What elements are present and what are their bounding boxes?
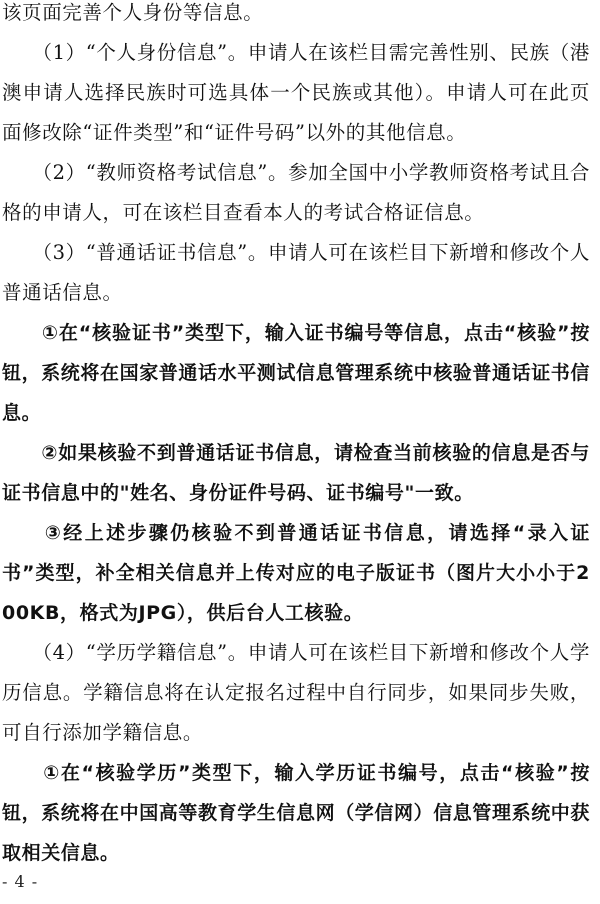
paragraph-mandarin-cert-info: （3）“普通话证书信息”。申请人可在该栏目下新增和修改个人普通话信息。 — [2, 241, 590, 304]
paragraph-personal-identity-info: （1）“个人身份信息”。申请人在该栏目需完善性别、民族（港澳申请人选择民族时可选具体一个民族或其他）。申请人可在此页面修改除“证件类型”和“证件号码”以外的其他信息。 — [2, 41, 590, 144]
paragraph-verify-cert-step-1: ①在“核验证书”类型下，输入证书编号等信息，点击“核验”按钮，系统将在国家普通话水平测试信息管理系统中核验普通话证书信息。 — [2, 322, 591, 424]
paragraph-education-info: （4）“学历学籍信息”。申请人可在该栏目下新增和修改个人学历信息。学籍信息将在认定报名过程中自行同步，如果同步失败，可自行添加学籍信息。 — [2, 641, 590, 744]
page-number: - 4 - — [2, 872, 39, 891]
paragraph-teacher-exam-info: （2）“教师资格考试信息”。参加全国中小学教师资格考试且合格的申请人，可在该栏目查看本人的考试合格证信息。 — [2, 161, 590, 224]
paragraph-intro: 该页面完善个人身份等信息。 — [2, 1, 264, 24]
paragraph-verify-cert-step-3: ③经上述步骤仍核验不到普通话证书信息，请选择“录入证书”类型，补全相关信息并上传对应的电子版证书（图片大小小于200KB，格式为JPG），供后台人工核验。 — [2, 522, 590, 624]
paragraph-verify-education-step-1: ①在“核验学历”类型下，输入学历证书编号，点击“核验”按钮，系统将在中国高等教育学生信息网（学信网）信息管理系统中获取相关信息。 — [2, 762, 591, 864]
paragraph-verify-cert-step-2: ②如果核验不到普通话证书信息，请检查当前核验的信息是否与证书信息中的"姓名、身份证件号码、证书编号"一致。 — [2, 442, 590, 504]
